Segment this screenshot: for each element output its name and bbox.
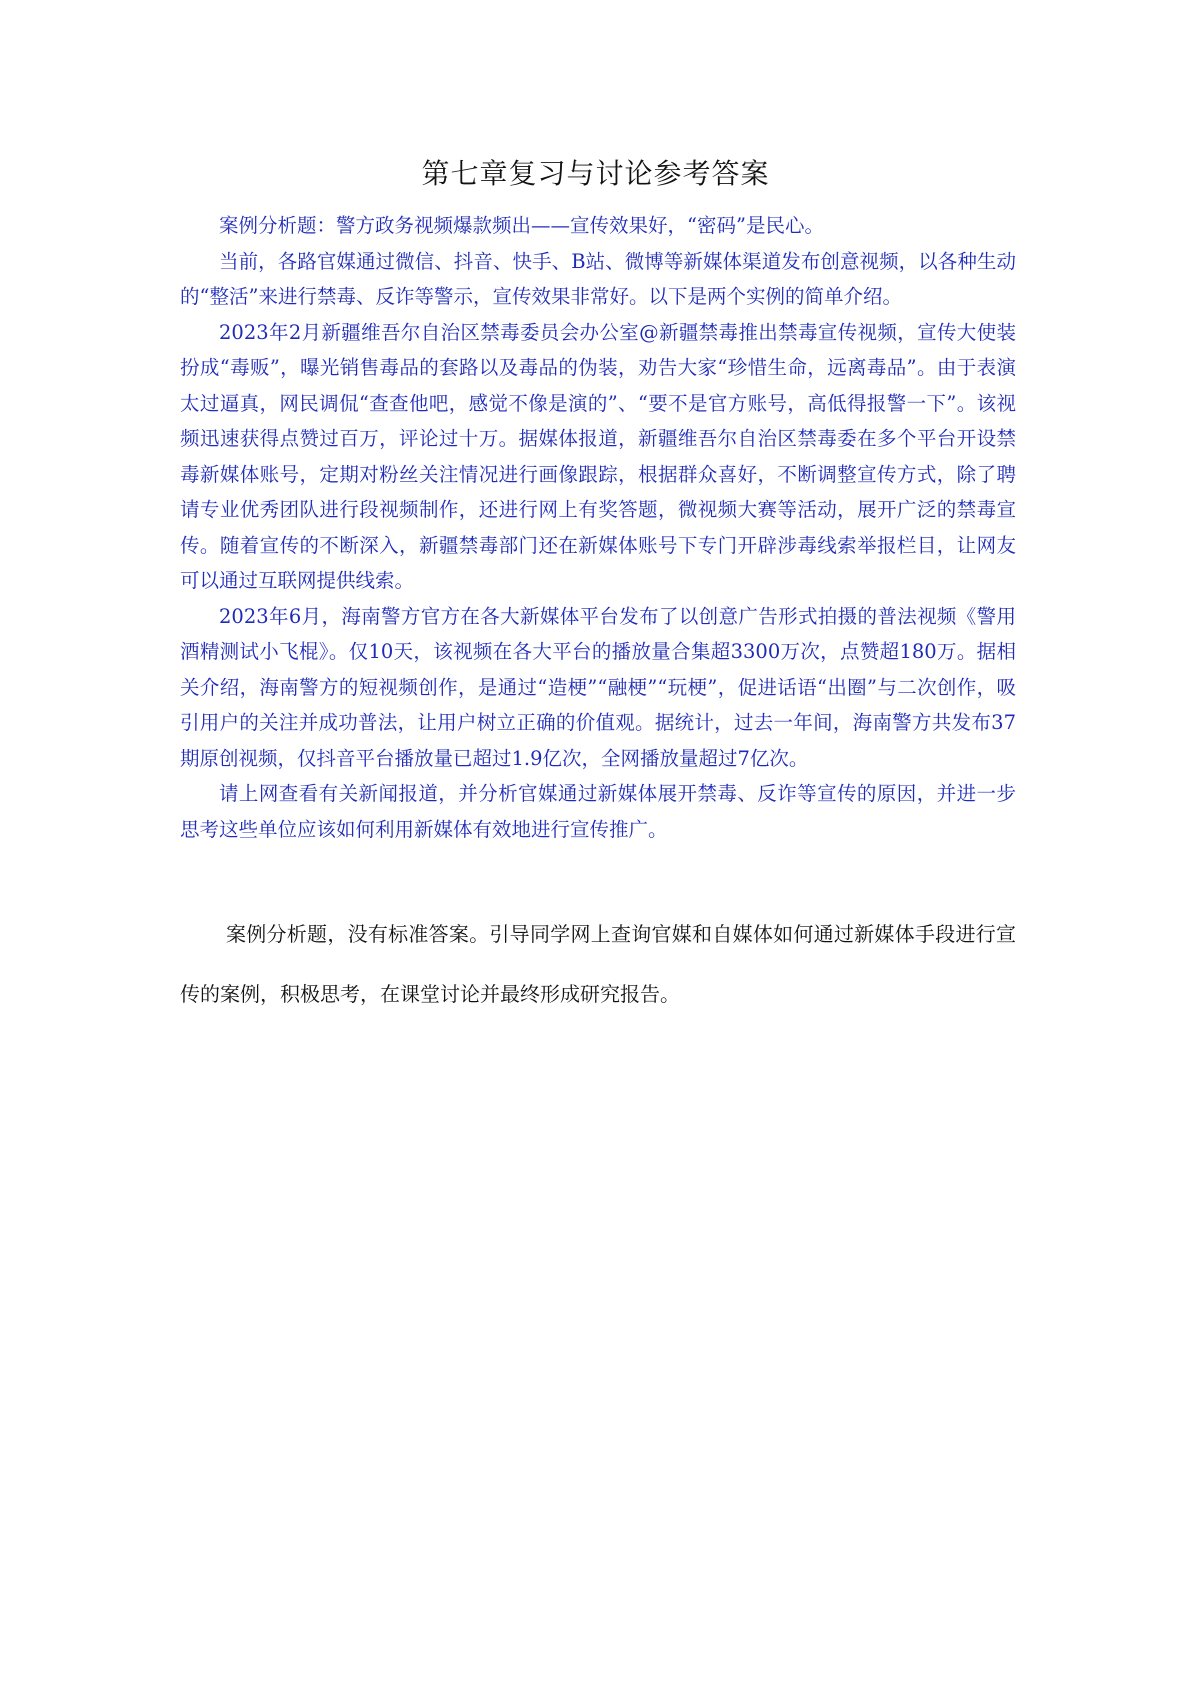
answer-block	[180, 904, 1016, 1024]
case-study-block	[180, 208, 1016, 847]
case-question-paragraph: 请上网查看有关新闻报道，并分析官媒通过新媒体展开禁毒、反诈等宣传的原因，并进一步思考这些单位应该如何利用新媒体有效地进行宣传推广。	[180, 782, 1016, 841]
answer-paragraph: 案例分析题，没有标准答案。引导同学网上查询官媒和自媒体如何通过新媒体手段进行宣传的案例，积极思考，在课堂讨论并最终形成研究报告。	[180, 922, 1016, 1006]
case-heading-paragraph: 案例分析题：警方政务视频爆款频出——宣传效果好，“密码”是民心。	[219, 214, 824, 237]
page-title: 第七章复习与讨论参考答案	[421, 157, 770, 190]
case-xinjiang-paragraph: 2023年2月新疆维吾尔自治区禁毒委员会办公室@新疆禁毒推出禁毒宣传视频，宣传大使装扮成“毒贩”，曝光销售毒品的套路以及毒品的伪装，劝告大家“珍惜生命，远离毒品”。由于表演太过逼真，网民调侃“查查他吧，感觉不像是演的”、“要不是官方账号，高低得报警一下”。该视频迅速获得点赞过百万，评论过十万。据媒体报道，新疆维吾尔自治区禁毒委在多个平台开设禁毒新媒体账号，定期对粉丝关注情况进行画像跟踪，根据群众喜好，不断调整宣传方式，除了聘请专业优秀团队进行段视频制作，还进行网上有奖答题，微视频大赛等活动，展开广泛的禁毒宣传。随着宣传的不断深入，新疆禁毒部门还在新媒体账号下专门开辟涉毒线索举报栏目，让网友可以通过互联网提供线索。	[180, 320, 1016, 592]
case-intro-paragraph: 当前，各路官媒通过微信、抖音、快手、B站、微博等新媒体渠道发布创意视频，以各种生动的“整活”来进行禁毒、反诈等警示，宣传效果非常好。以下是两个实例的简单介绍。	[180, 249, 1016, 308]
case-hainan-paragraph: 2023年6月，海南警方官方在各大新媒体平台发布了以创意广告形式拍摄的普法视频《警用酒精测试小飞棍》。仅10天，该视频在各大平台的播放量合集超3300万次，点赞超180万。据相关介绍，海南警方的短视频创作，是通过“造梗”“融梗”“玩梗”，促进话语“出圈”与二次创作，吸引用户的关注并成功普法，让用户树立正确的价值观。据统计，过去一年间，海南警方共发布37期原创视频，仅抖音平台播放量已超过1.9亿次，全网播放量超过7亿次。	[180, 604, 1016, 770]
